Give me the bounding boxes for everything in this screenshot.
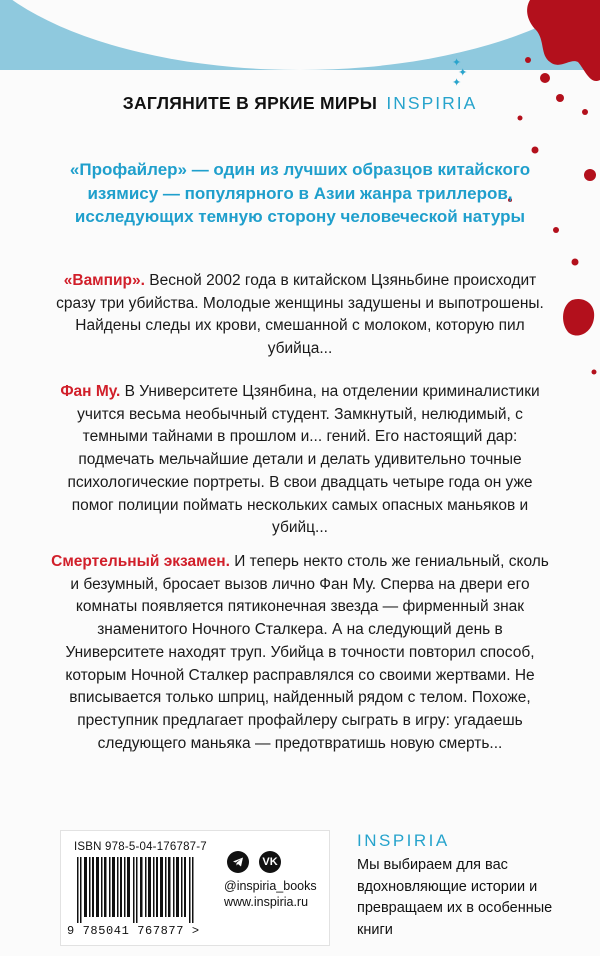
paragraph-text: И теперь некто столь же гениальный, сколь и безумный, бросает вызов лично Фан Му. Сперва на двери его комнаты появляется пятиконечная звезда — фирменный знак знаменитого Ночного Сталкера. А на следующий день в Университете находят труп. Убийца в точности повторил способ, которым Ночной Сталкер расправлялся со своими жертвами. Не вписывается только шприц, найденный рядом с телом. Похоже, преступник предлагает профайлеру сыграть в игру: угадаешь следующего маньяка — предотвратишь новую смерть... — [65, 553, 549, 752]
synopsis-paragraph-1 — [50, 270, 550, 361]
paragraph-text: Весной 2002 года в китайском Цзяньбине происходит сразу три убийства. Молодые женщины задушены и выпотрошены. Найдены следы их крови, смешанной с молоком, которую пил убийца... — [56, 272, 544, 358]
telegram-icon[interactable] — [227, 851, 249, 873]
header — [0, 93, 600, 114]
publisher-slogan: Мы выбираем для вас вдохновляющие истории и превращаем их в особенные книги — [357, 857, 553, 938]
header-brand: INSPIRIA — [386, 93, 478, 113]
vk-icon[interactable] — [259, 851, 281, 873]
synopsis-paragraph-3 — [50, 551, 550, 755]
isbn-label: ISBN 978-5-04-176787-7 — [74, 841, 207, 853]
barcode-panel — [60, 830, 330, 946]
website-link[interactable]: www.inspiria.ru — [224, 895, 309, 909]
header-title: ЗАГЛЯНИТЕ В ЯРКИЕ МИРЫ — [122, 93, 378, 113]
sparkles-icon: ✦ ✦ ✦ — [452, 57, 468, 89]
synopsis-paragraph-2 — [50, 381, 550, 540]
publisher-brand: INSPIRIA — [357, 831, 450, 850]
tagline: «Профайлер» — один из лучших образцов китайского изямису — популярного в Азии жанра триллеров, исследующих темную сторону человеческой натуры — [69, 160, 531, 226]
paragraph-lead: Смертельный экзамен. — [51, 553, 230, 570]
barcode-image — [77, 857, 195, 923]
barcode-digits: 9 785041 767877 > — [67, 924, 200, 938]
social-handle[interactable]: @inspiria_books — [224, 879, 317, 893]
social-links — [224, 851, 324, 909]
paragraph-lead: Фан Му. — [60, 383, 121, 400]
paragraph-lead: «Вампир». — [63, 272, 145, 289]
paragraph-text: В Университете Цзянбина, на отделении криминалистики учится весьма необычный студент. Замкнутый, нелюдимый, с темными тайнами в прошлом и... гений. Его настоящий дар: подмечать мельчайшие детали и делать удивительно точные психологические портреты. В свои двадцать четыре года он уже помог полиции поймать нескольких самых опасных маньяков и убийц... — [67, 383, 540, 537]
vk-glyph: VK — [262, 856, 278, 868]
